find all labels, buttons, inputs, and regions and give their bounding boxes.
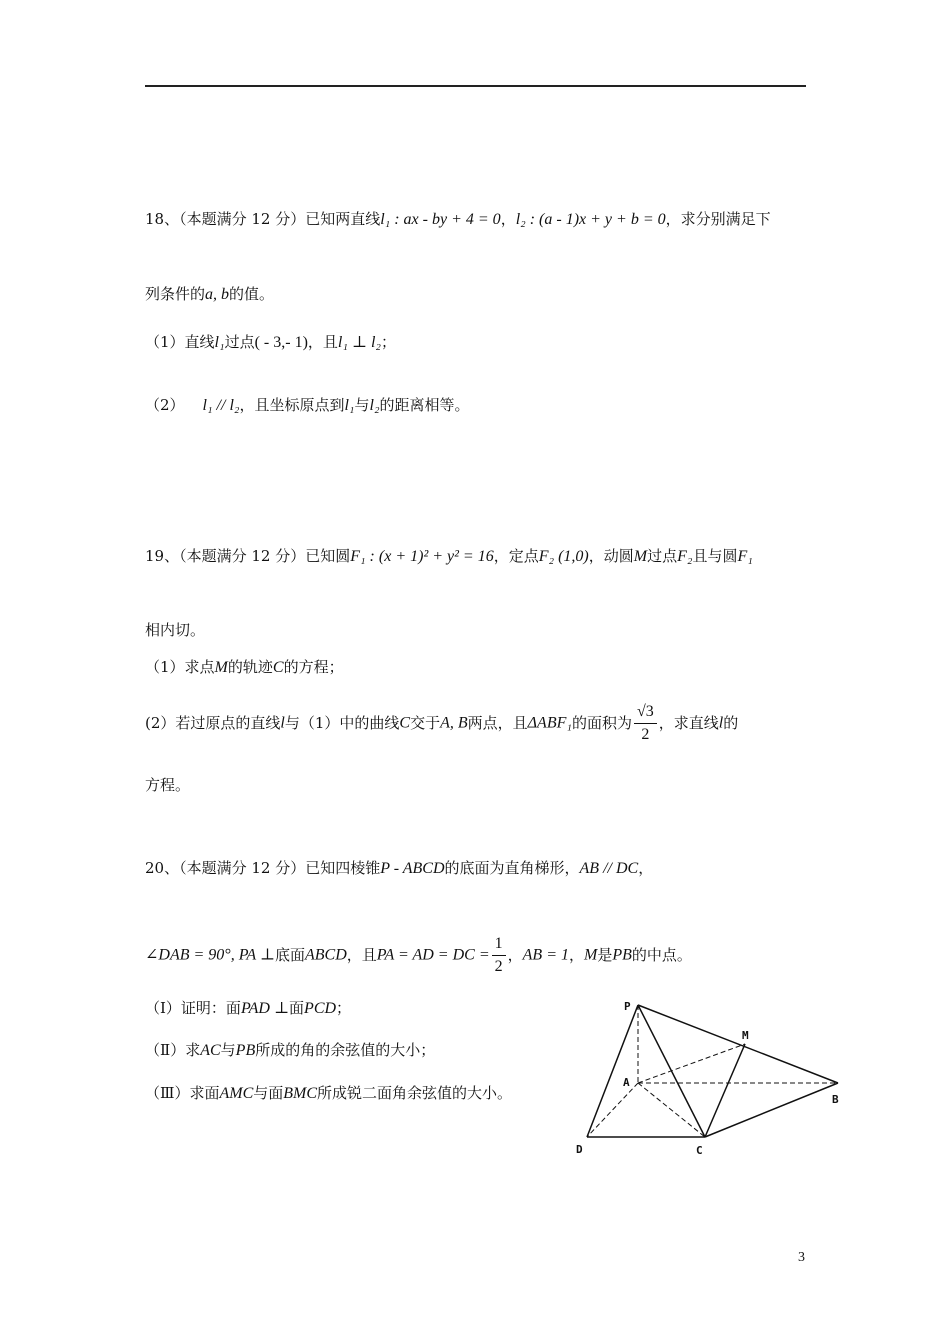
q20-frac-num: 1 [492, 935, 506, 956]
q20-pyramid: P - ABCD [380, 860, 445, 877]
q20-half-fraction [492, 935, 506, 975]
q18-p2-l2: l₂ [369, 397, 380, 414]
q19-area-fraction [634, 703, 657, 743]
q20-M: M [584, 946, 598, 964]
q20-frac-den: 2 [494, 957, 503, 975]
label-M: M [742, 1029, 749, 1042]
q19-frac-num: √3 [634, 703, 657, 724]
q20-PB: PB [612, 946, 632, 964]
q19-p2-triangle: ΔABF₁ [527, 714, 572, 732]
q19-part2 [145, 703, 738, 743]
q20-l2-f: 的中点。 [631, 945, 692, 964]
q20-p3-end: 所成锐二面角余弦值的大小。 [317, 1084, 513, 1102]
q19-p2-d: 的面积为 [571, 713, 632, 732]
edge-AD [587, 1083, 638, 1137]
q18-ab: a, b [205, 286, 230, 303]
q20-p1-mid: 面 [289, 999, 305, 1017]
q18-suffix: ，求分别满足下 [665, 210, 771, 228]
q19-F2: F₂ [677, 548, 693, 565]
q20-p1-PAD: PAD ⊥ [240, 1000, 290, 1017]
q18-part1 [145, 335, 396, 351]
q18-p1-mid: 过点 [224, 333, 255, 351]
q20-p1-label: （Ⅰ）证明：面 [145, 999, 241, 1017]
q20-equation: PA = AD = DC = [376, 946, 490, 964]
pyramid-figure [570, 995, 850, 1165]
q19-M: M [633, 548, 648, 565]
q20-p3-and: 与面 [253, 1084, 284, 1102]
q19-last-text: 方程。 [145, 776, 191, 794]
q19-line2-text: 相内切。 [145, 621, 206, 639]
q19-and-circle: 且与圆 [692, 547, 738, 565]
q19-passes: 过点 [647, 547, 678, 565]
label-A: A [623, 1076, 630, 1089]
edge-PD [587, 1005, 638, 1137]
q18-sep: ， [500, 210, 516, 228]
q18-l1-equation: l₁ : ax - by + 4 = 0 [380, 211, 501, 228]
q19-F1: F₁ [737, 548, 753, 565]
q18-p1-end: ； [380, 333, 396, 351]
q19-line1 [145, 549, 753, 565]
q18-p2-and: 与 [354, 396, 370, 414]
q20-ab-eq: AB = 1 [522, 946, 569, 964]
q20-p2-PB: PB [235, 1042, 256, 1059]
q20-p3-label: （Ⅲ）求面 [145, 1084, 220, 1102]
q18-line2-end: 的值。 [229, 285, 275, 303]
q20-part3 [145, 1086, 512, 1102]
q20-p2-AC: AC [200, 1042, 221, 1059]
q20-p1-PCD: PCD [304, 1000, 337, 1017]
q20-l2-a: 底面 [274, 945, 305, 964]
q20-line1 [145, 861, 653, 877]
q20-parallel: AB // DC [579, 860, 639, 877]
q18-p2-mid: ，且坐标原点到 [239, 396, 345, 414]
q19-p2-f: 的 [723, 713, 739, 732]
edge-AM [638, 1044, 745, 1083]
q20-l2-d: ， [568, 945, 584, 964]
edge-AC [638, 1083, 705, 1137]
q18-p1-and: ，且 [307, 333, 338, 351]
q20-p2-and: 与 [220, 1041, 236, 1059]
q20-end: ， [638, 859, 654, 877]
q18-l2-equation: l₂ : (a - 1)x + y + b = 0 [515, 211, 666, 228]
q20-prefix: 20、（本题满分 12 分）已知四棱锥 [145, 859, 381, 877]
q20-abcd: ABCD [304, 946, 347, 964]
q20-part1 [145, 1001, 351, 1017]
q19-p2-l2: l [718, 714, 724, 732]
q18-p2-par: l₁ // l₂ [202, 397, 240, 414]
q20-l2-b: ，且 [346, 945, 377, 964]
q19-line-last [145, 778, 190, 793]
edge-PB [638, 1005, 838, 1083]
q20-line2 [145, 935, 692, 975]
q19-p1-end: 的方程； [283, 658, 344, 676]
q18-part2 [145, 398, 470, 414]
q19-p2-AB: A, B [440, 714, 468, 732]
q19-fixed: ，定点 [493, 547, 539, 565]
q19-moving: ，动圆 [588, 547, 634, 565]
q19-p1-mid: 的轨迹 [227, 658, 273, 676]
q20-p3-AMC: AMC [219, 1085, 254, 1102]
q18-p2-end: 的距离相等。 [379, 396, 470, 414]
q19-p1-label: （1）求点 [145, 658, 215, 676]
q20-part2 [145, 1043, 435, 1059]
q18-p1-perp: l₁ ⊥ l₂ [337, 334, 381, 351]
q19-p1-C: C [272, 659, 284, 676]
q19-p2-label: (2）若过原点的直线 [145, 713, 281, 732]
q18-line2 [145, 287, 274, 303]
q19-p1-M: M [214, 659, 228, 676]
q18-p2-l1: l₁ [344, 397, 355, 414]
q19-p2-b: 交于 [410, 713, 441, 732]
q19-line2 [145, 623, 205, 638]
q18-line2-text: 列条件的 [145, 285, 206, 303]
q20-p2-label: （Ⅱ）求 [145, 1041, 201, 1059]
q20-l2-c: ， [507, 945, 523, 964]
q20-p3-BMC: BMC [283, 1085, 318, 1102]
q18-p2-label: （2） [145, 396, 185, 414]
q18-p1-label: （1）直线 [145, 333, 215, 351]
header-rule [145, 85, 806, 87]
q20-mid: 的底面为直角梯形， [444, 859, 580, 877]
q18-p1-point: ( - 3,- 1) [254, 334, 308, 351]
q19-p2-l: l [280, 714, 285, 732]
page-number: 3 [798, 1250, 805, 1265]
q20-l2-e: 是 [597, 945, 613, 964]
q19-p2-a: 与（1）中的曲线 [284, 713, 400, 732]
q19-prefix: 19、（本题满分 12 分）已知圆 [145, 547, 351, 565]
q19-frac-den: 2 [641, 725, 650, 743]
q18-line1 [145, 212, 771, 228]
label-D: D [576, 1143, 583, 1156]
q19-p2-c: 两点，且 [467, 713, 528, 732]
q20-angle: ∠DAB = 90°, PA ⊥ [145, 946, 275, 964]
q19-fixed-point: F₂ (1,0) [538, 548, 589, 565]
q19-part1 [145, 660, 344, 676]
q19-p2-C: C [399, 714, 411, 732]
q20-p2-end: 所成的角的余弦值的大小； [255, 1041, 436, 1059]
label-C: C [696, 1144, 703, 1157]
q18-p1-l1: l₁ [214, 334, 225, 351]
q19-circle-equation: F₁ : (x + 1)² + y² = 16 [350, 548, 494, 565]
q20-p1-end: ； [336, 999, 352, 1017]
q19-p2-e: ，求直线 [658, 713, 719, 732]
label-P: P [624, 1000, 631, 1013]
q18-prefix: 18、（本题满分 12 分）已知两直线 [145, 210, 381, 228]
label-B: B [832, 1093, 839, 1106]
